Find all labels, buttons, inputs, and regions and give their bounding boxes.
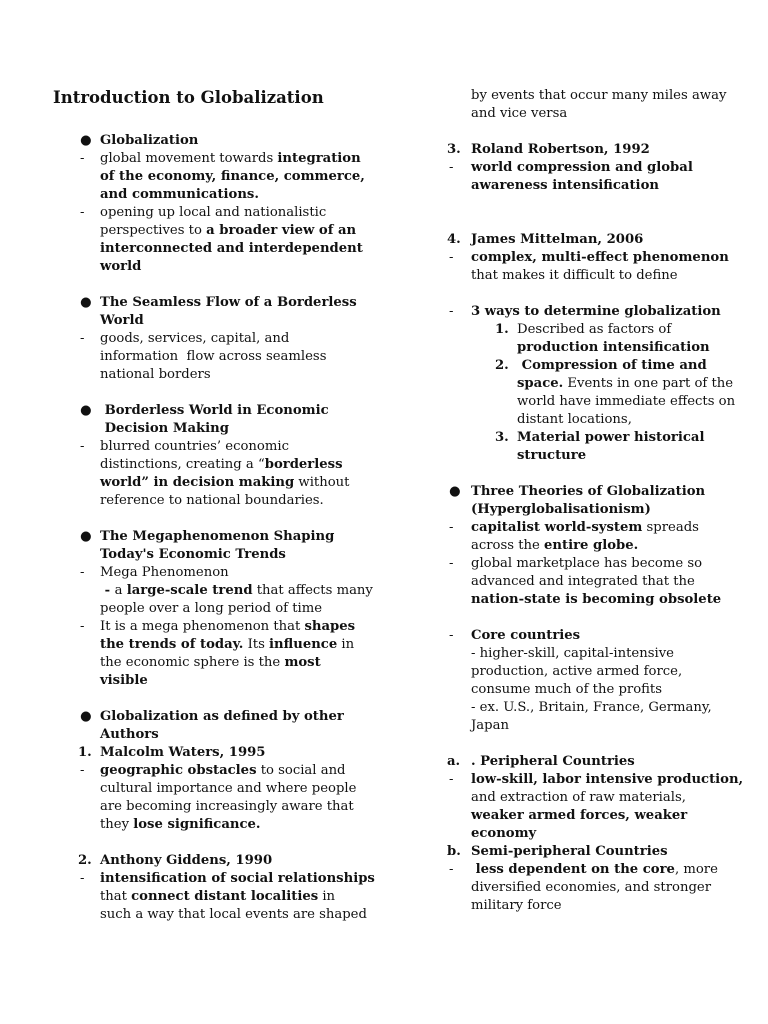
text-run: - higher-skill, capital-intensive xyxy=(471,646,674,661)
text-run: that xyxy=(100,889,132,904)
dash-marker: - xyxy=(80,331,85,346)
text-run: influence xyxy=(269,637,338,652)
text-line xyxy=(471,789,686,807)
text-line xyxy=(517,339,710,357)
text-run: they xyxy=(100,817,134,832)
text-line xyxy=(471,177,659,195)
text-run: the economic sphere is the xyxy=(100,655,285,670)
section-heading: Today's Economic Trends xyxy=(100,547,286,562)
text-run: low-skill, labor intensive production, xyxy=(471,772,744,787)
text-line xyxy=(517,429,704,447)
text-run: opening up local and nationalistic xyxy=(100,205,327,220)
dash-marker: - xyxy=(449,556,454,571)
text-run: Japan xyxy=(471,718,509,733)
text-run: global marketplace has become so xyxy=(471,556,703,571)
list-letter: a. xyxy=(447,754,461,769)
text-line xyxy=(471,573,695,591)
page-title: Introduction to Globalization xyxy=(53,88,324,107)
text-line xyxy=(471,267,678,285)
author-name: Roland Robertson, 1992 xyxy=(471,142,650,157)
dash-marker: - xyxy=(449,772,454,787)
text-run: complex, multi-effect phenomenon xyxy=(471,250,729,265)
text-line xyxy=(471,681,662,699)
subheading: Mega Phenomenon xyxy=(100,565,229,580)
bullet-marker: ● xyxy=(449,484,461,499)
text-run: across the xyxy=(471,538,545,553)
text-run: consume much of the profits xyxy=(471,682,662,697)
section-heading: Globalization xyxy=(100,133,199,148)
text-run: global movement towards xyxy=(100,151,278,166)
text-run: world” in decision making xyxy=(100,475,295,490)
text-run: national borders xyxy=(100,367,211,382)
text-line xyxy=(471,591,721,609)
text-line xyxy=(471,825,536,843)
text-line xyxy=(517,393,735,411)
text-line xyxy=(100,240,363,258)
text-line xyxy=(100,888,335,906)
text-run: blurred countries’ economic xyxy=(100,439,289,454)
section-heading: The Seamless Flow of a Borderless xyxy=(100,295,357,310)
dash-marker: - xyxy=(80,151,85,166)
text-run: of the economy, finance, commerce, xyxy=(100,169,365,184)
list-number: 1. xyxy=(78,745,92,760)
text-line xyxy=(471,555,702,573)
list-number: 2. xyxy=(78,853,92,868)
text-line xyxy=(471,771,743,789)
dash-marker: - xyxy=(80,763,85,778)
text-line xyxy=(471,807,687,825)
text-line xyxy=(471,519,699,537)
text-line xyxy=(517,357,707,375)
text-line xyxy=(100,258,141,276)
text-line xyxy=(100,204,326,222)
text-line xyxy=(471,879,711,897)
author-name: James Mittelman, 2006 xyxy=(471,232,644,247)
dash-marker: - xyxy=(449,304,454,319)
text-run: connect distant localities xyxy=(131,889,319,904)
list-number: 1. xyxy=(495,322,509,337)
text-run: such a way that local events are shaped xyxy=(100,907,367,922)
text-line xyxy=(100,798,354,816)
text-run: - xyxy=(100,583,115,598)
text-run: world compression and global xyxy=(471,160,693,175)
text-line xyxy=(100,636,354,654)
text-run: It is a mega phenomenon that xyxy=(100,619,305,634)
text-line xyxy=(100,186,259,204)
text-line xyxy=(100,348,326,366)
text-run: Events in one part of the xyxy=(563,376,734,391)
text-line xyxy=(100,366,211,384)
text-line xyxy=(100,330,289,348)
text-run: that affects many xyxy=(252,583,373,598)
text-run: Its xyxy=(243,637,270,652)
text-run: cultural importance and where people xyxy=(100,781,357,796)
text-run: are becoming increasingly aware that xyxy=(100,799,354,814)
text-run: lose significance. xyxy=(133,817,261,832)
list-number: 4. xyxy=(447,232,461,247)
text-run: Material power historical xyxy=(517,430,705,445)
text-run: perspectives to xyxy=(100,223,207,238)
section-heading: . Peripheral Countries xyxy=(471,754,635,769)
text-run: nation-state is becoming obsolete xyxy=(471,592,722,607)
bullet-marker: ● xyxy=(80,403,92,418)
text-line xyxy=(471,87,726,105)
dash-marker: - xyxy=(449,250,454,265)
text-run: interconnected and interdependent xyxy=(100,241,363,256)
text-line xyxy=(100,168,365,186)
section-heading: Semi-peripheral Countries xyxy=(471,844,668,859)
text-run: capitalist world-system xyxy=(471,520,643,535)
text-run: shapes xyxy=(304,619,356,634)
text-run: military force xyxy=(471,898,562,913)
text-line xyxy=(471,717,509,735)
bullet-marker: ● xyxy=(80,529,92,544)
list-letter: b. xyxy=(447,844,461,859)
text-run: awareness intensification xyxy=(471,178,659,193)
text-line xyxy=(471,663,682,681)
text-run: large-scale trend xyxy=(126,583,253,598)
text-run: and communications. xyxy=(100,187,259,202)
text-run: and vice versa xyxy=(471,106,568,121)
author-name: Anthony Giddens, 1990 xyxy=(100,853,273,868)
section-heading: World xyxy=(100,313,144,328)
text-run: geographic obstacles xyxy=(100,763,257,778)
dash-marker: - xyxy=(449,862,454,877)
text-run: , more xyxy=(674,862,718,877)
text-run: reference to national boundaries. xyxy=(100,493,324,508)
text-run: the trends of today. xyxy=(100,637,244,652)
dash-marker: - xyxy=(449,160,454,175)
section-heading: Authors xyxy=(100,727,159,742)
text-line xyxy=(471,537,638,555)
text-line xyxy=(100,600,322,618)
text-line xyxy=(471,699,712,717)
text-run: information flow across seamless xyxy=(100,349,327,364)
section-heading: Decision Making xyxy=(100,421,229,436)
text-run: world have immediate effects on xyxy=(517,394,736,409)
text-run: spreads xyxy=(642,520,699,535)
section-heading: Globalization as defined by other xyxy=(100,709,344,724)
text-run: Described as factors of xyxy=(517,322,672,337)
text-run: visible xyxy=(100,673,148,688)
dash-marker: - xyxy=(449,520,454,535)
text-run: goods, services, capital, and xyxy=(100,331,290,346)
text-line xyxy=(100,150,361,168)
text-line xyxy=(100,762,346,780)
text-line xyxy=(100,456,343,474)
text-line xyxy=(100,618,355,636)
text-run: structure xyxy=(517,448,587,463)
bullet-marker: ● xyxy=(80,709,92,724)
dash-marker: - xyxy=(80,439,85,454)
dash-marker: - xyxy=(80,619,85,634)
text-run: entire globe. xyxy=(544,538,639,553)
text-run: advanced and integrated that the xyxy=(471,574,695,589)
list-number: 3. xyxy=(495,430,509,445)
text-line xyxy=(471,159,693,177)
dash-marker: - xyxy=(449,628,454,643)
dash-marker: - xyxy=(80,565,85,580)
text-run: space. xyxy=(517,376,564,391)
text-run: less dependent on the core xyxy=(471,862,675,877)
text-line xyxy=(471,861,718,879)
text-run: distinctions, creating a “ xyxy=(100,457,265,472)
text-line xyxy=(517,447,586,465)
text-run: integration xyxy=(277,151,361,166)
list-number: 3. xyxy=(447,142,461,157)
section-heading: Borderless World in Economic xyxy=(100,403,329,418)
section-heading: The Megaphenomenon Shaping xyxy=(100,529,335,544)
text-run: people over a long period of time xyxy=(100,601,323,616)
text-line xyxy=(100,816,260,834)
text-run: Compression of time and xyxy=(517,358,707,373)
text-run: to social and xyxy=(256,763,346,778)
text-line xyxy=(100,672,148,690)
bullet-marker: ● xyxy=(80,295,92,310)
dash-marker: - xyxy=(80,205,85,220)
text-run: without xyxy=(294,475,350,490)
text-run: distant locations, xyxy=(517,412,632,427)
bullet-marker: ● xyxy=(80,133,92,148)
text-run: by events that occur many miles away xyxy=(471,88,727,103)
text-run: that makes it difficult to define xyxy=(471,268,678,283)
text-line xyxy=(100,222,356,240)
section-heading: (Hyperglobalisationism) xyxy=(471,502,651,517)
text-run: weaker armed forces, weaker xyxy=(471,808,688,823)
text-line xyxy=(517,375,733,393)
text-line xyxy=(471,897,562,915)
text-run: a broader view of an xyxy=(206,223,357,238)
section-heading: 3 ways to determine globalization xyxy=(471,304,721,319)
text-run: production, active armed force, xyxy=(471,664,683,679)
text-run: in xyxy=(318,889,336,904)
text-line xyxy=(100,780,356,798)
section-heading: Core countries xyxy=(471,628,581,643)
text-line xyxy=(100,654,321,672)
text-run: - ex. U.S., Britain, France, Germany, xyxy=(471,700,712,715)
text-line xyxy=(100,438,289,456)
text-run: a xyxy=(114,583,127,598)
text-run: and extraction of raw materials, xyxy=(471,790,686,805)
text-run: intensification of social relationships xyxy=(100,871,375,886)
text-line xyxy=(471,105,567,123)
text-run: most xyxy=(284,655,321,670)
author-name: Malcolm Waters, 1995 xyxy=(100,745,266,760)
text-line xyxy=(100,492,324,510)
text-run: borderless xyxy=(264,457,343,472)
text-run: diversified economies, and stronger xyxy=(471,880,712,895)
dash-marker: - xyxy=(80,871,85,886)
text-line xyxy=(100,906,367,924)
text-run: world xyxy=(100,259,142,274)
text-line xyxy=(517,411,632,429)
text-line xyxy=(517,321,671,339)
text-run: in xyxy=(337,637,355,652)
text-line xyxy=(100,582,373,600)
text-run: production intensification xyxy=(517,340,710,355)
text-line xyxy=(471,249,729,267)
text-line xyxy=(100,870,375,888)
text-run: economy xyxy=(471,826,537,841)
text-line xyxy=(471,645,674,663)
list-number: 2. xyxy=(495,358,509,373)
section-heading: Three Theories of Globalization xyxy=(471,484,706,499)
text-line xyxy=(100,474,349,492)
